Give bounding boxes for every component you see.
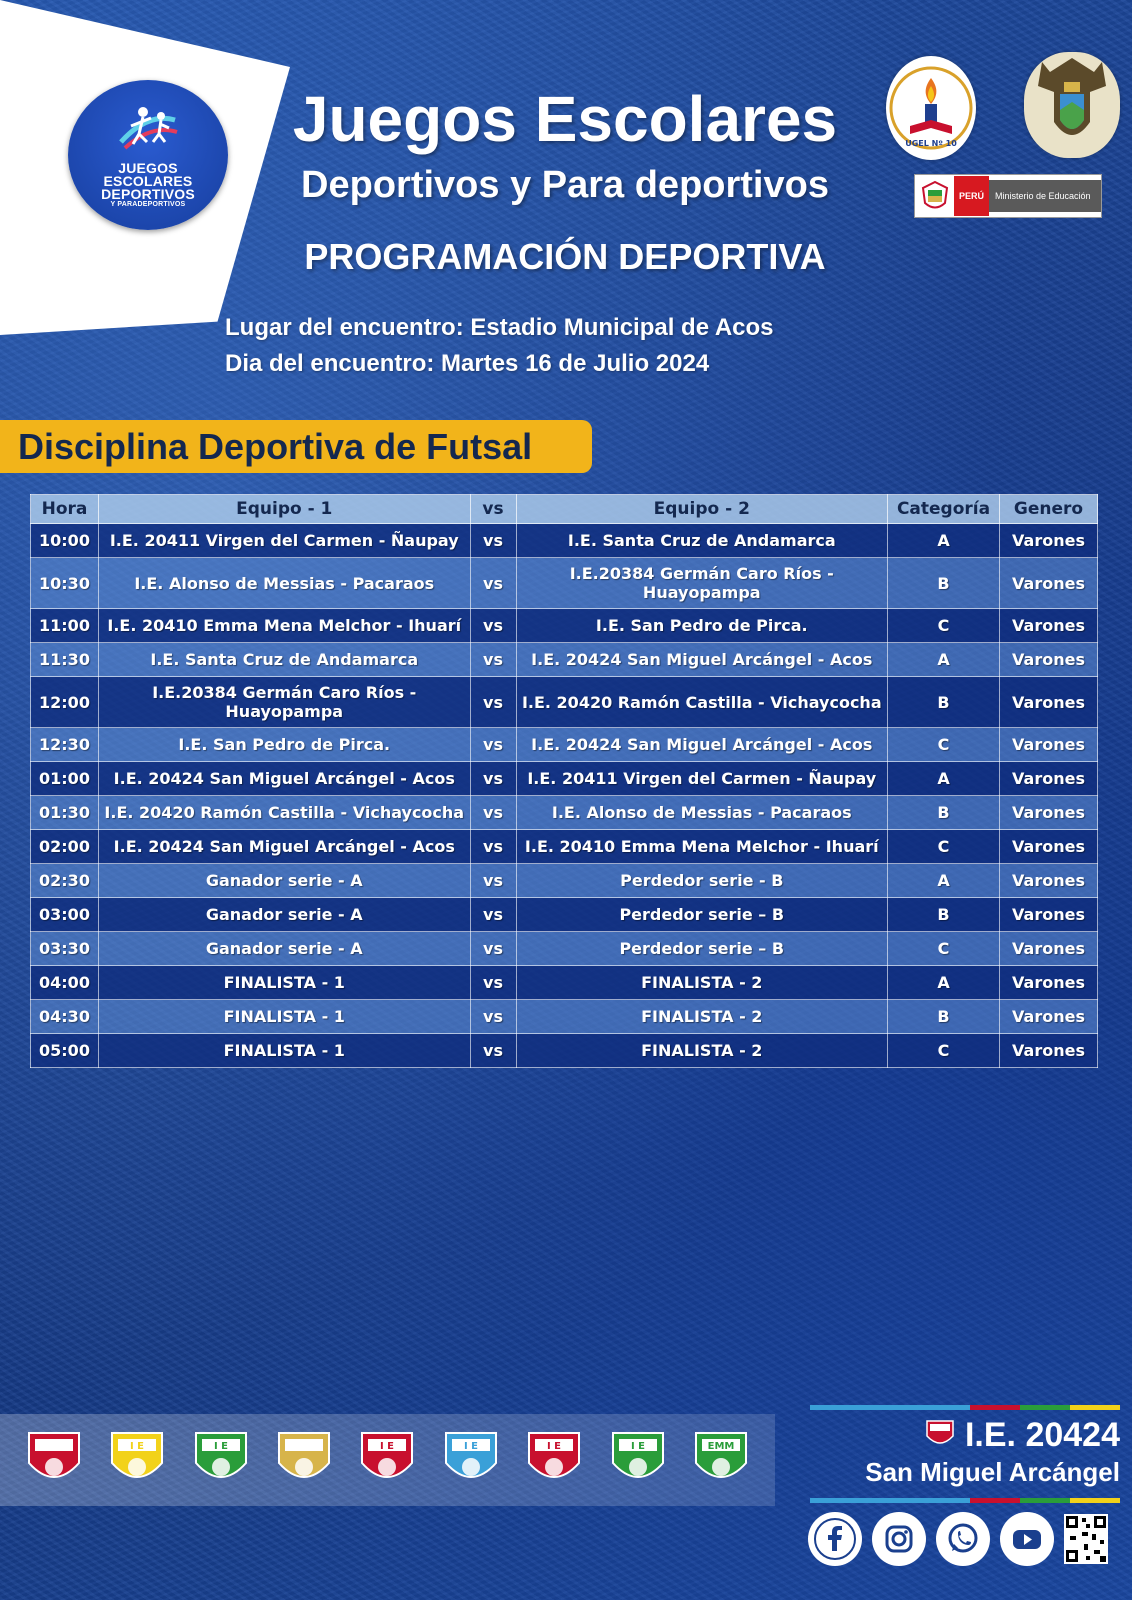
cell-equipo-1: I.E.20384 Germán Caro Ríos - Huayopampa [98, 677, 470, 728]
table-row [31, 932, 1098, 966]
facebook-icon[interactable] [808, 1512, 862, 1566]
stripe-segment [1070, 1405, 1120, 1410]
cell-genero: Varones [1000, 643, 1098, 677]
table-row [31, 609, 1098, 643]
shield-graphic [358, 1429, 416, 1491]
juegos-escolares-logo [68, 80, 228, 230]
stripe-segment [1020, 1498, 1070, 1503]
shield-graphic [25, 1429, 83, 1491]
cell-equipo-1: I.E. Alonso de Messias - Pacaraos [98, 558, 470, 609]
cell-hora: 11:30 [31, 643, 99, 677]
school-shields-band [0, 1414, 775, 1506]
cell-genero: Varones [1000, 864, 1098, 898]
cell-equipo-1: I.E. 20424 San Miguel Arcángel - Acos [98, 830, 470, 864]
coat-of-arms-icon [1024, 52, 1120, 158]
shield-text: I E [547, 1441, 562, 1452]
table-row [31, 830, 1098, 864]
header-hora: Hora [31, 495, 99, 524]
cell-vs: vs [470, 1034, 516, 1068]
cell-vs: vs [470, 558, 516, 609]
table-row [31, 558, 1098, 609]
shield-text: EMM [707, 1441, 735, 1452]
cell-equipo-1: FINALISTA - 1 [98, 1034, 470, 1068]
logo-line-2: ESCOLARES [103, 172, 193, 189]
logo-line-4: Y PARADEPORTIVOS [110, 200, 186, 208]
cell-categoria: B [888, 558, 1000, 609]
logo-line-3: DEPORTIVOS [101, 185, 195, 202]
school-name [810, 1416, 1120, 1455]
shield-text: I E [463, 1441, 478, 1452]
table-row [31, 796, 1098, 830]
cell-hora: 11:00 [31, 609, 99, 643]
school-shield-icon [23, 1429, 85, 1491]
cell-categoria: B [888, 1000, 1000, 1034]
table-row [31, 762, 1098, 796]
shield-text: I E [213, 1441, 228, 1452]
cell-vs: vs [470, 830, 516, 864]
cell-categoria: C [888, 830, 1000, 864]
cell-vs: vs [470, 898, 516, 932]
school-shield-icon [523, 1429, 585, 1491]
cell-equipo-2: FINALISTA - 2 [516, 1000, 888, 1034]
table-row [31, 1034, 1098, 1068]
shield-text: I E [630, 1441, 645, 1452]
date-text: Dia del encuentro: Martes 16 de Julio 2024 [225, 350, 710, 377]
cell-vs: vs [470, 643, 516, 677]
cell-genero: Varones [1000, 609, 1098, 643]
cell-categoria: A [888, 524, 1000, 558]
shield-text: I E [380, 1441, 395, 1452]
cell-hora: 02:00 [31, 830, 99, 864]
cell-categoria: B [888, 898, 1000, 932]
cell-equipo-2: Perdedor serie - B [516, 864, 888, 898]
school-shield-icon [924, 1418, 956, 1450]
cell-genero: Varones [1000, 558, 1098, 609]
shield-graphic [275, 1429, 333, 1491]
schedule-body [31, 524, 1098, 1068]
venue-text: Lugar del encuentro: Estadio Municipal de Acos [225, 314, 774, 341]
stripe-segment [810, 1405, 970, 1410]
shield-graphic [192, 1429, 250, 1491]
ugel-torch-icon [886, 56, 976, 160]
instagram-icon[interactable] [872, 1512, 926, 1566]
cell-genero: Varones [1000, 966, 1098, 1000]
stripe-segment [970, 1405, 1020, 1410]
table-row [31, 677, 1098, 728]
cell-categoria: A [888, 966, 1000, 1000]
cell-equipo-1: I.E. San Pedro de Pirca. [98, 728, 470, 762]
school-shield-icon [190, 1429, 252, 1491]
cell-hora: 01:00 [31, 762, 99, 796]
school-subtitle: San Miguel Arcángel [865, 1457, 1120, 1487]
cell-genero: Varones [1000, 677, 1098, 728]
cell-equipo-2: Perdedor serie – B [516, 932, 888, 966]
youtube-icon[interactable] [1000, 1512, 1054, 1566]
program-heading: PROGRAMACIÓN DEPORTIVA [304, 236, 826, 277]
cell-equipo-1: Ganador serie - A [98, 898, 470, 932]
cell-equipo-2: Perdedor serie – B [516, 898, 888, 932]
ugel-seal-text: UGEL Nº 10 [905, 139, 957, 148]
table-row [31, 524, 1098, 558]
cell-categoria: A [888, 643, 1000, 677]
peru-crest-icon [918, 179, 952, 213]
cell-hora: 01:30 [31, 796, 99, 830]
cell-vs: vs [470, 1000, 516, 1034]
school-name-text: I.E. 20424 [964, 1416, 1120, 1454]
cell-vs: vs [470, 932, 516, 966]
cell-categoria: C [888, 728, 1000, 762]
cell-equipo-1: I.E. 20424 San Miguel Arcángel - Acos [98, 762, 470, 796]
cell-hora: 05:00 [31, 1034, 99, 1068]
logo-text [101, 159, 195, 209]
cell-hora: 03:00 [31, 898, 99, 932]
cell-genero: Varones [1000, 1034, 1098, 1068]
cell-hora: 03:30 [31, 932, 99, 966]
logo-line-1: JUEGOS [118, 159, 178, 176]
stripe-segment [1020, 1405, 1070, 1410]
cell-equipo-2: I.E. San Pedro de Pirca. [516, 609, 888, 643]
cell-equipo-2: I.E. 20420 Ramón Castilla - Vichaycocha [516, 677, 888, 728]
cell-equipo-2: FINALISTA - 2 [516, 966, 888, 1000]
cell-categoria: A [888, 864, 1000, 898]
header-categoria: Categoría [888, 495, 1000, 524]
shield-graphic [525, 1429, 583, 1491]
cell-equipo-1: I.E. Santa Cruz de Andamarca [98, 643, 470, 677]
table-row [31, 966, 1098, 1000]
cell-genero: Varones [1000, 898, 1098, 932]
shield-graphic [108, 1429, 166, 1491]
cell-vs: vs [470, 864, 516, 898]
cell-equipo-1: I.E. 20411 Virgen del Carmen - Ñaupay [98, 524, 470, 558]
cell-equipo-1: Ganador serie - A [98, 864, 470, 898]
shield-graphic [442, 1429, 500, 1491]
header-equipo-2: Equipo - 2 [516, 495, 888, 524]
cell-equipo-2: I.E. 20410 Emma Mena Melchor - Ihuarí [516, 830, 888, 864]
table-header-row [31, 495, 1098, 524]
athlete-figures-icon [113, 102, 183, 158]
cell-vs: vs [470, 762, 516, 796]
cell-vs: vs [470, 524, 516, 558]
school-shield-icon [273, 1429, 335, 1491]
cell-equipo-2: I.E. 20411 Virgen del Carmen - Ñaupay [516, 762, 888, 796]
table-row [31, 864, 1098, 898]
cell-hora: 12:30 [31, 728, 99, 762]
shield-text: I E [130, 1441, 145, 1452]
school-shield-icon [440, 1429, 502, 1491]
cell-vs: vs [470, 609, 516, 643]
cell-equipo-1: I.E. 20410 Emma Mena Melchor - Ihuarí [98, 609, 470, 643]
header-vs: vs [470, 495, 516, 524]
cell-vs: vs [470, 728, 516, 762]
school-signature [810, 1405, 1120, 1503]
color-stripe-top [810, 1405, 1120, 1410]
whatsapp-icon[interactable] [936, 1512, 990, 1566]
cell-hora: 04:00 [31, 966, 99, 1000]
cell-categoria: C [888, 1034, 1000, 1068]
shield-graphic [692, 1429, 750, 1491]
minedu-ministry-label: Ministerio de Educación [989, 180, 1101, 212]
cell-hora: 10:30 [31, 558, 99, 609]
table-row [31, 728, 1098, 762]
cell-genero: Varones [1000, 762, 1098, 796]
school-shield-icon [106, 1429, 168, 1491]
cell-equipo-1: I.E. 20420 Ramón Castilla - Vichaycocha [98, 796, 470, 830]
color-stripe-bottom [810, 1498, 1120, 1503]
qr-code[interactable] [1064, 1514, 1108, 1564]
cell-genero: Varones [1000, 830, 1098, 864]
table-row [31, 1000, 1098, 1034]
page-subtitle: Deportivos y Para deportivos [301, 164, 829, 206]
school-shield-icon [356, 1429, 418, 1491]
cell-vs: vs [470, 966, 516, 1000]
cell-genero: Varones [1000, 728, 1098, 762]
page-title: Juegos Escolares [292, 83, 838, 155]
cell-equipo-1: FINALISTA - 1 [98, 1000, 470, 1034]
cell-equipo-2: I.E. Alonso de Messias - Pacaraos [516, 796, 888, 830]
cell-equipo-2: I.E.20384 Germán Caro Ríos - Huayopampa [516, 558, 888, 609]
cell-equipo-1: FINALISTA - 1 [98, 966, 470, 1000]
cell-categoria: C [888, 932, 1000, 966]
cell-genero: Varones [1000, 524, 1098, 558]
cell-hora: 04:30 [31, 1000, 99, 1034]
cell-equipo-2: FINALISTA - 2 [516, 1034, 888, 1068]
ugel-seal [886, 56, 976, 160]
shield-graphic [609, 1429, 667, 1491]
cell-categoria: B [888, 796, 1000, 830]
cell-genero: Varones [1000, 1000, 1098, 1034]
cell-hora: 12:00 [31, 677, 99, 728]
stripe-segment [970, 1498, 1020, 1503]
cell-equipo-2: I.E. 20424 San Miguel Arcángel - Acos [516, 728, 888, 762]
district-coat-of-arms [1024, 52, 1120, 158]
discipline-banner: Disciplina Deportiva de Futsal [0, 420, 592, 473]
school-shield-icon [607, 1429, 669, 1491]
table-row [31, 898, 1098, 932]
cell-genero: Varones [1000, 932, 1098, 966]
minedu-logo [914, 174, 1102, 218]
cell-hora: 10:00 [31, 524, 99, 558]
cell-equipo-1: Ganador serie - A [98, 932, 470, 966]
cell-equipo-2: I.E. Santa Cruz de Andamarca [516, 524, 888, 558]
header-equipo-1: Equipo - 1 [98, 495, 470, 524]
stripe-segment [810, 1498, 970, 1503]
stripe-segment [1070, 1498, 1120, 1503]
cell-genero: Varones [1000, 796, 1098, 830]
cell-vs: vs [470, 796, 516, 830]
cell-vs: vs [470, 677, 516, 728]
minedu-peru-label: PERÚ [954, 176, 989, 216]
cell-categoria: A [888, 762, 1000, 796]
cell-equipo-2: I.E. 20424 San Miguel Arcángel - Acos [516, 643, 888, 677]
schedule-table [30, 494, 1098, 1068]
table-row [31, 643, 1098, 677]
cell-categoria: B [888, 677, 1000, 728]
cell-categoria: C [888, 609, 1000, 643]
school-shield-icon [690, 1429, 752, 1491]
cell-hora: 02:30 [31, 864, 99, 898]
qr-code-icon [1064, 1514, 1108, 1564]
header-genero: Genero [1000, 495, 1098, 524]
